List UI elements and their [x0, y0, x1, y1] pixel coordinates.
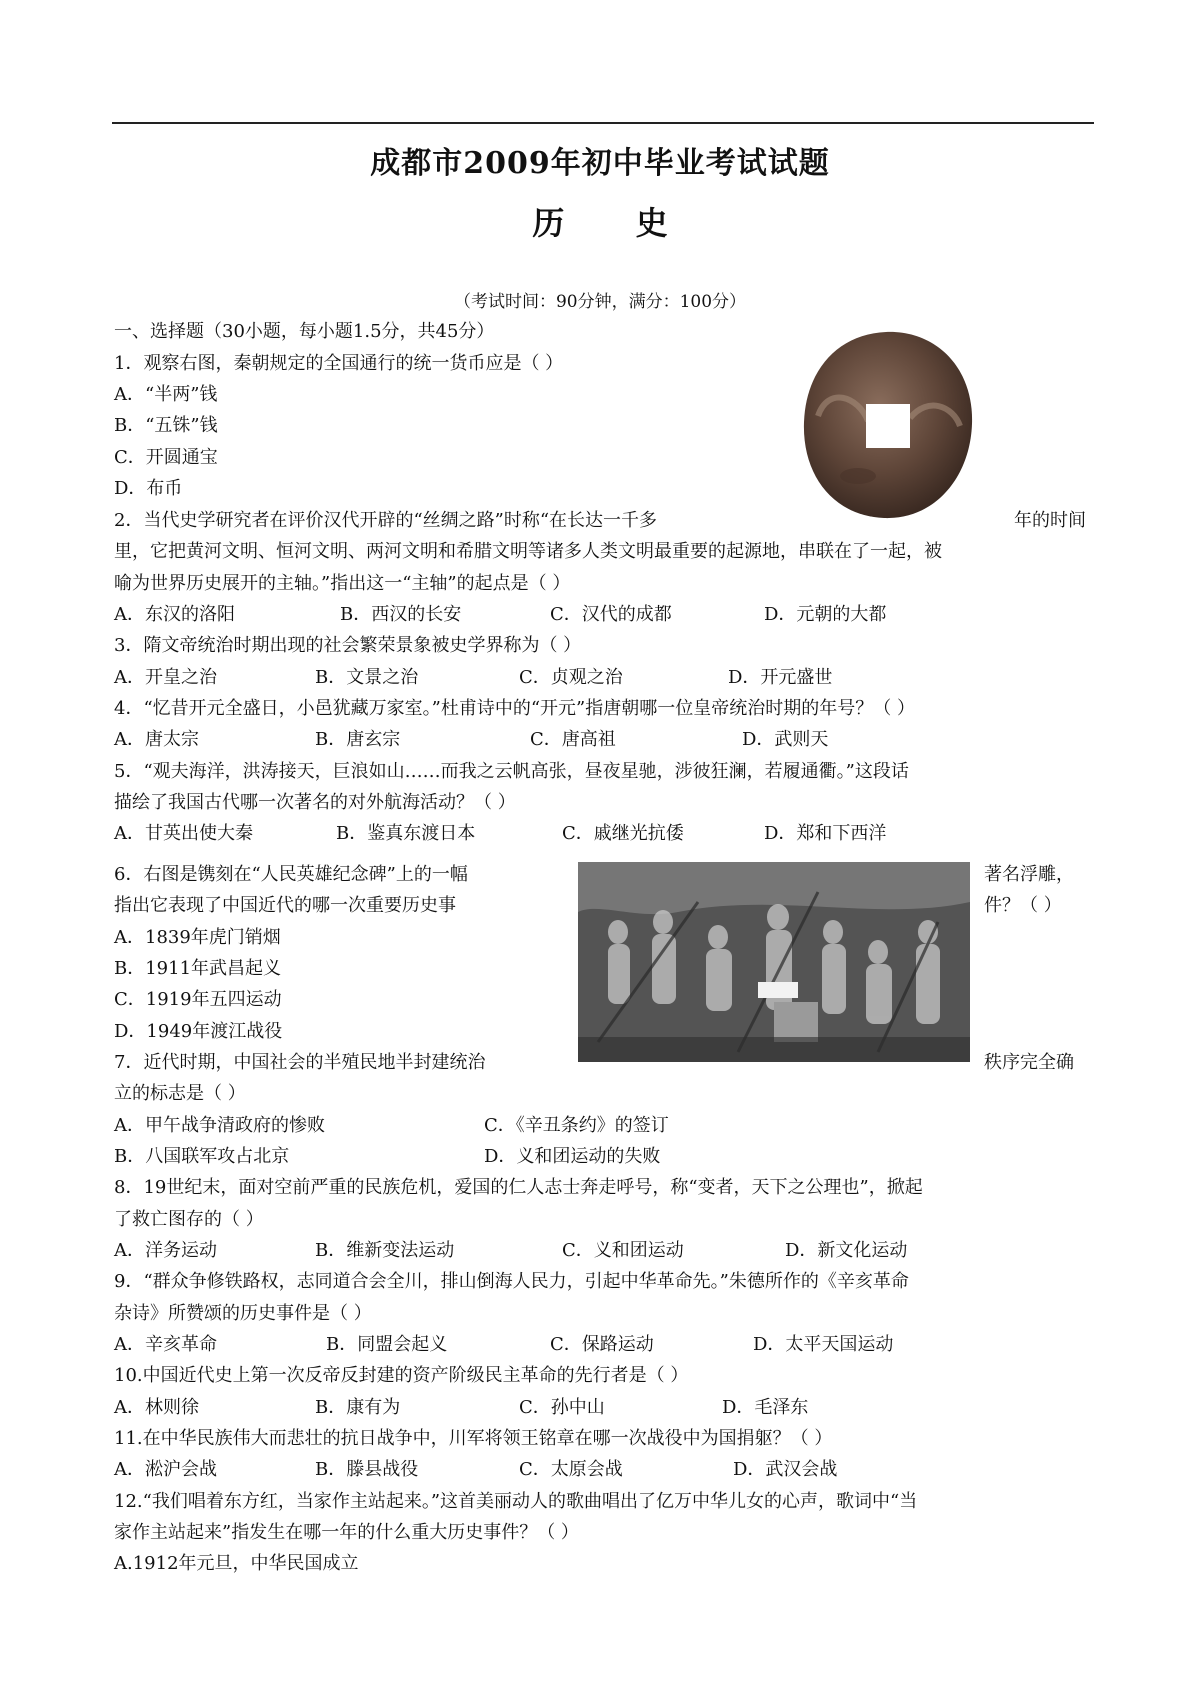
q10-stem: 10.中国近代史上第一次反帝反封建的资产阶级民主革命的先行者是（ ） [114, 1365, 689, 1386]
q2-stem-line1-right: 年的时间 [1014, 510, 1086, 531]
q4-option-d: D．武则天 [742, 729, 829, 750]
q5-stem-line1: 5．“观夫海洋，洪涛接天，巨浪如山……而我之云帆高张，昼夜星驰，涉彼狂澜，若履通衢。”这段话 [114, 761, 909, 782]
q11-option-d: D．武汉会战 [733, 1459, 838, 1480]
q8-option-d: D．新文化运动 [785, 1240, 908, 1261]
q6-stem-line1: 6．右图是镌刻在“人民英雄纪念碑”上的一幅 [114, 864, 468, 885]
q2-option-c: C．汉代的成都 [550, 604, 672, 625]
q12-stem-line1: 12.“我们唱着东方红，当家作主站起来。”这首美丽动人的歌曲唱出了亿万中华儿女的心声，歌词中“当 [114, 1491, 918, 1512]
q9-option-b: B．同盟会起义 [326, 1334, 448, 1355]
q6-stem-line1-right: 著名浮雕， [984, 864, 1074, 885]
q10-option-a: A．林则徐 [114, 1397, 199, 1418]
q1-option-a: A．“半两”钱 [114, 384, 218, 405]
q5-option-d: D．郑和下西洋 [764, 823, 887, 844]
q9-option-a: A．辛亥革命 [114, 1334, 217, 1355]
q2-option-b: B．西汉的长安 [340, 604, 462, 625]
q3-option-d: D．开元盛世 [728, 667, 833, 688]
q6-stem-line2-right: 件？（ ） [984, 895, 1062, 916]
q8-option-b: B．维新变法运动 [315, 1240, 455, 1261]
q1-stem: 1．观察右图，秦朝规定的全国通行的统一货币应是（ ） [114, 353, 564, 374]
q3-stem: 3．隋文帝统治时期出现的社会繁荣景象被史学界称为（ ） [114, 635, 582, 656]
q2-stem-line3: 喻为世界历史展开的主轴。”指出这一“主轴”的起点是（ ） [114, 573, 571, 594]
q2-stem-line1: 2．当代史学研究者在评价汉代开辟的“丝绸之路”时称“在长达一千多 [114, 510, 658, 531]
q10-option-c: C．孙中山 [519, 1397, 605, 1418]
q10-option-d: D．毛泽东 [722, 1397, 809, 1418]
q11-option-b: B．滕县战役 [315, 1459, 419, 1480]
q8-stem-line2: 了救亡图存的（ ） [114, 1209, 264, 1230]
q5-option-b: B．鉴真东渡日本 [336, 823, 476, 844]
q7-stem-line1-right: 秩序完全确 [984, 1052, 1074, 1073]
subject-title: 历 史 [532, 204, 668, 242]
q4-option-a: A．唐太宗 [114, 729, 199, 750]
q6-option-c: C．1919年五四运动 [114, 989, 282, 1010]
q6-option-a: A．1839年虎门销烟 [114, 927, 281, 948]
q11-option-c: C．太原会战 [519, 1459, 623, 1480]
q7-option-a: A．甲午战争清政府的惨败 [114, 1115, 325, 1136]
q7-stem-line2: 立的标志是（ ） [114, 1083, 246, 1104]
q1-option-d: D．布币 [114, 478, 183, 499]
top-rule [112, 122, 1094, 124]
q9-option-c: C．保路运动 [550, 1334, 654, 1355]
q10-option-b: B．康有为 [315, 1397, 401, 1418]
q11-stem: 11.在中华民族伟大而悲壮的抗日战争中，川军将领王铭章在哪一次战役中为国捐躯？（ ） [114, 1428, 833, 1449]
q2-option-d: D．元朝的大都 [764, 604, 887, 625]
q5-stem-line2: 描绘了我国古代哪一次著名的对外航海活动？（ ） [114, 792, 516, 813]
q12-option-a: A.1912年元旦，中华民国成立 [114, 1553, 359, 1574]
q12-stem-line2: 家作主站起来”指发生在哪一年的什么重大历史事件？（ ） [114, 1522, 579, 1543]
q7-stem-line1: 7．近代时期，中国社会的半殖民地半封建统治 [114, 1052, 486, 1073]
q8-option-c: C．义和团运动 [562, 1240, 684, 1261]
q6-option-d: D．1949年渡江战役 [114, 1021, 283, 1042]
q9-stem-line2: 杂诗》所赞颂的历史事件是（ ） [114, 1303, 372, 1324]
q9-stem-line1: 9．“群众争修铁路权，志同道合会全川，排山倒海人民力，引起中华革命先。”朱德所作的《辛亥革命 [114, 1271, 909, 1292]
q2-stem-line2: 里，它把黄河文明、恒河文明、两河文明和希腊文明等诸多人类文明最重要的起源地，串联在了一起，被 [114, 541, 942, 562]
relief-sculpture-image [578, 862, 970, 1062]
q3-option-c: C．贞观之治 [519, 667, 623, 688]
q1-option-b: B．“五铢”钱 [114, 415, 218, 436]
q6-option-b: B．1911年武昌起义 [114, 958, 282, 979]
section-heading: 一、选择题（30小题，每小题1.5分，共45分） [114, 321, 495, 342]
exam-info: （考试时间：90分钟，满分：100分） [453, 292, 747, 312]
q5-option-a: A．甘英出使大秦 [114, 823, 253, 844]
q8-stem-line1: 8．19世纪末，面对空前严重的民族危机，爱国的仁人志士奔走呼号，称“变者，天下之公理也”，掀起 [114, 1177, 923, 1198]
q8-option-a: A．洋务运动 [114, 1240, 217, 1261]
q4-option-b: B．唐玄宗 [315, 729, 401, 750]
q2-option-a: A．东汉的洛阳 [114, 604, 235, 625]
q4-option-c: C．唐高祖 [530, 729, 616, 750]
q4-stem: 4．“忆昔开元全盛日，小邑犹藏万家室。”杜甫诗中的“开元”指唐朝哪一位皇帝统治时期的年号？（ ） [114, 698, 915, 719]
coin-image [798, 326, 978, 524]
exam-title: 成都市2009年初中毕业考试试题 [370, 146, 830, 181]
q9-option-d: D．太平天国运动 [753, 1334, 894, 1355]
q3-option-a: A．开皇之治 [114, 667, 217, 688]
q11-option-a: A．淞沪会战 [114, 1459, 217, 1480]
q5-option-c: C．戚继光抗倭 [562, 823, 684, 844]
q7-option-b: B．八国联军攻占北京 [114, 1146, 290, 1167]
q7-option-d: D．义和团运动的失败 [484, 1146, 661, 1167]
q3-option-b: B．文景之治 [315, 667, 419, 688]
q7-option-c: C．《辛丑条约》的签订 [484, 1115, 669, 1136]
q6-stem-line2: 指出它表现了中国近代的哪一次重要历史事 [114, 895, 456, 916]
q1-option-c: C．开圆通宝 [114, 447, 218, 468]
